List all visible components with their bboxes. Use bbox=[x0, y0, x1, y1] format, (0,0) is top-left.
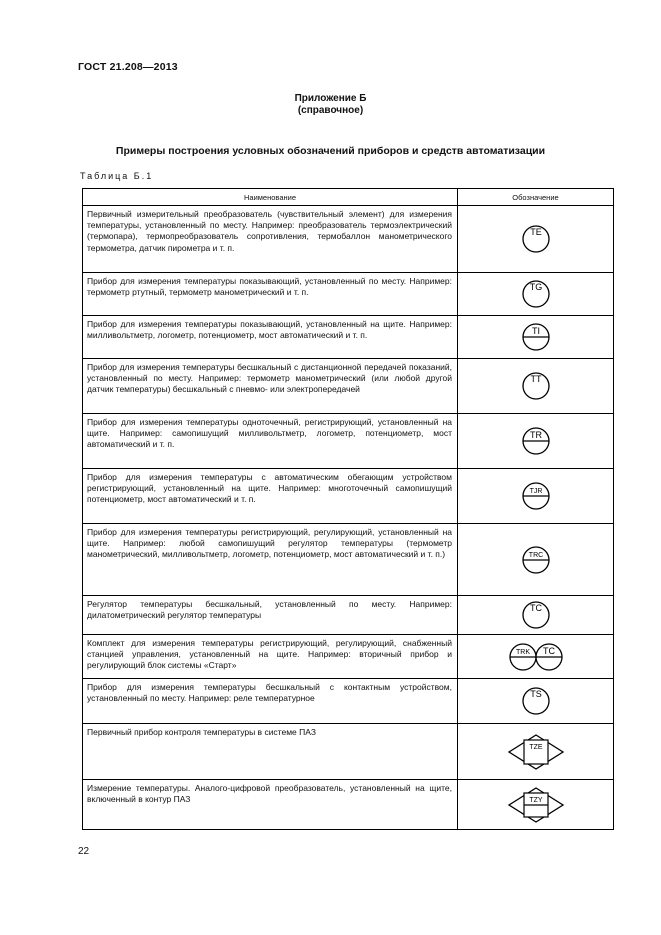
row-symbol bbox=[458, 273, 614, 316]
instrument-label: TG bbox=[529, 282, 542, 292]
row-symbol bbox=[458, 359, 614, 414]
instrument-symbol-icon bbox=[520, 370, 552, 402]
instrument-symbol-icon bbox=[520, 278, 552, 310]
appendix-title: Приложение Б bbox=[294, 93, 367, 104]
symbols-table bbox=[82, 188, 614, 830]
row-description: Комплект для измерения температуры регистрирующий, регулирующий, снабженный станцией управления, установленный на щите. Например: вторичный прибор и регулирующий блок системы «Старт» bbox=[83, 635, 458, 679]
instrument-symbol-icon bbox=[520, 599, 552, 631]
table-row bbox=[83, 359, 614, 414]
instrument-label: TI bbox=[531, 326, 540, 336]
instrument-symbol-icon bbox=[520, 480, 552, 512]
page-number: 22 bbox=[78, 846, 90, 857]
row-description: Прибор для измерения температуры показывающий, установленный на щите. Например: милливольтметр, логометр, потенциометр, мост автоматический и т. п. bbox=[83, 316, 458, 359]
instrument-symbol-icon bbox=[520, 425, 552, 457]
instrument-label: TJR bbox=[529, 488, 542, 495]
table-header-row bbox=[83, 189, 614, 206]
instrument-symbol-icon bbox=[520, 321, 552, 353]
instrument-label: TC bbox=[542, 645, 555, 656]
instrument-label: TC bbox=[529, 603, 542, 613]
row-symbol bbox=[458, 414, 614, 469]
instrument-symbol-icon bbox=[508, 787, 564, 823]
row-description: Прибор для измерения температуры с автоматическим обегающим устройством регистрирующий, установленный на щите. Например: многоточечный самопишущий потенциометр, мост автоматический и т. п. bbox=[83, 469, 458, 524]
instrument-label: TT bbox=[530, 374, 541, 384]
instrument-label: TS bbox=[529, 689, 542, 699]
table-row bbox=[83, 679, 614, 724]
instrument-label: TR bbox=[529, 430, 542, 440]
row-description: Регулятор температуры бесшкальный, установленный по месту. Например: дилатометрический регулятор температуры bbox=[83, 596, 458, 635]
table-row bbox=[83, 635, 614, 679]
row-description: Первичный прибор контроля температуры в системе ПАЗ bbox=[83, 724, 458, 780]
row-description: Первичный измерительный преобразователь (чувствительный элемент) для измерения температуры, установленный по месту. Например: преобразователь термоэлектрический (термопара), термопреобразователь сопротивления, термобаллон манометрического термометра, датчик пирометра и т. п. bbox=[83, 206, 458, 273]
row-description: Прибор для измерения температуры бесшкальный с дистанционной передачей показаний, установленный по месту. Например: термометр манометрический (или любой другой датчик температуры) бесшкальный с пневмо- или электропередачей bbox=[83, 359, 458, 414]
instrument-label: TE bbox=[529, 227, 542, 237]
instrument-label: TRK bbox=[515, 648, 530, 656]
row-symbol bbox=[458, 635, 614, 679]
instrument-symbol-icon bbox=[520, 223, 552, 255]
row-description: Измерение температуры. Аналого-цифровой преобразователь, установленный на щите, включенный в контур ПАЗ bbox=[83, 780, 458, 830]
instrument-symbol-icon bbox=[520, 685, 552, 717]
row-description: Прибор для измерения температуры показывающий, установленный по месту. Например: термометр ртутный, термометр манометрический и т. п. bbox=[83, 273, 458, 316]
instrument-symbol-icon bbox=[520, 544, 552, 576]
row-symbol bbox=[458, 316, 614, 359]
row-description: Прибор для измерения температуры одноточечный, регистрирующий, установленный на щите. Например: самопишущий милливольтметр, логометр, потенциометр, мост автоматический и т. п. bbox=[83, 414, 458, 469]
row-description: Прибор для измерения температуры бесшкальный с контактным устройством, установленный по месту. Например: реле температурное bbox=[83, 679, 458, 724]
column-header-name: Наименование bbox=[83, 189, 458, 206]
document-code: ГОСТ 21.208—2013 bbox=[78, 61, 178, 73]
table-row bbox=[83, 724, 614, 780]
row-symbol bbox=[458, 206, 614, 273]
appendix-subtitle: (справочное) bbox=[297, 105, 364, 116]
row-description: Прибор для измерения температуры регистрирующий, регулирующий, установленный на щите. Например: любой самопишущий регулятор температуры (термометр манометрический, милливольтметр, логометр, потенциометр, мост автоматический и т. п.) bbox=[83, 524, 458, 596]
table-row bbox=[83, 524, 614, 596]
table-row bbox=[83, 316, 614, 359]
main-title: Примеры построения условных обозначений приборов и средств автоматизации bbox=[115, 145, 546, 157]
row-symbol bbox=[458, 724, 614, 780]
row-symbol bbox=[458, 469, 614, 524]
table-row bbox=[83, 206, 614, 273]
row-symbol bbox=[458, 596, 614, 635]
column-header-symbol: Обозначение bbox=[458, 189, 614, 206]
instrument-symbol-icon bbox=[508, 734, 564, 770]
instrument-symbol-icon bbox=[507, 641, 565, 673]
row-symbol bbox=[458, 679, 614, 724]
table-label: Таблица Б.1 bbox=[80, 171, 154, 181]
appendix-heading bbox=[0, 93, 661, 117]
table-row bbox=[83, 273, 614, 316]
table-row bbox=[83, 596, 614, 635]
row-symbol bbox=[458, 780, 614, 830]
table-row bbox=[83, 469, 614, 524]
instrument-label: TZE bbox=[528, 743, 543, 751]
instrument-label: TRC bbox=[528, 551, 543, 559]
row-symbol bbox=[458, 524, 614, 596]
table-row bbox=[83, 414, 614, 469]
instrument-label: TZY bbox=[528, 796, 543, 804]
table-row bbox=[83, 780, 614, 830]
